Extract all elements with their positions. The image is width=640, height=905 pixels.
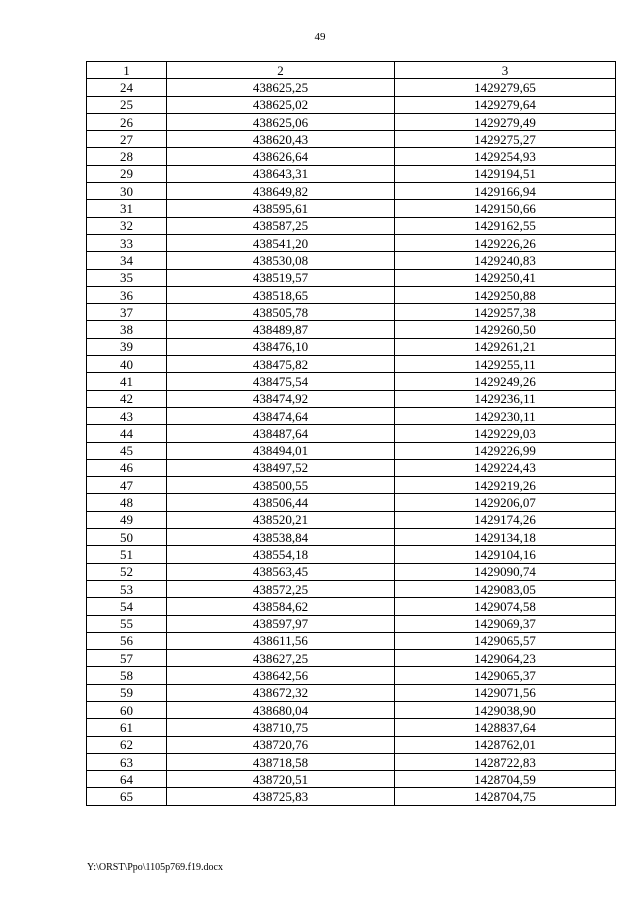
y-coordinate-cell: 1429229,03 (395, 425, 616, 442)
point-number-cell: 50 (87, 529, 167, 546)
point-number-cell: 63 (87, 753, 167, 770)
y-coordinate-cell: 1429134,18 (395, 529, 616, 546)
table-row (87, 96, 616, 113)
point-number-cell: 47 (87, 477, 167, 494)
y-coordinate-cell: 1429275,27 (395, 131, 616, 148)
y-coordinate-cell: 1429162,55 (395, 217, 616, 234)
table-row (87, 615, 616, 632)
y-coordinate-cell: 1428837,64 (395, 719, 616, 736)
x-coordinate-cell: 438720,51 (167, 771, 395, 788)
x-coordinate-cell: 438572,25 (167, 580, 395, 597)
table-row (87, 304, 616, 321)
point-number-cell: 60 (87, 701, 167, 718)
x-coordinate-cell: 438710,75 (167, 719, 395, 736)
y-coordinate-cell: 1429250,41 (395, 269, 616, 286)
x-coordinate-cell: 438474,64 (167, 407, 395, 424)
y-coordinate-cell: 1429069,37 (395, 615, 616, 632)
x-coordinate-cell: 438611,56 (167, 632, 395, 649)
x-coordinate-cell: 438554,18 (167, 546, 395, 563)
y-coordinate-cell: 1429249,26 (395, 373, 616, 390)
point-number-cell: 55 (87, 615, 167, 632)
y-coordinate-cell: 1429071,56 (395, 684, 616, 701)
y-coordinate-cell: 1429038,90 (395, 701, 616, 718)
table-row (87, 148, 616, 165)
x-coordinate-cell: 438620,43 (167, 131, 395, 148)
point-number-cell: 59 (87, 684, 167, 701)
x-coordinate-cell: 438649,82 (167, 183, 395, 200)
point-number-cell: 61 (87, 719, 167, 736)
point-number-cell: 26 (87, 113, 167, 130)
header-cell: 2 (167, 62, 395, 79)
table-row (87, 684, 616, 701)
point-number-cell: 52 (87, 563, 167, 580)
table-row (87, 632, 616, 649)
x-coordinate-cell: 438500,55 (167, 477, 395, 494)
x-coordinate-cell: 438489,87 (167, 321, 395, 338)
x-coordinate-cell: 438625,02 (167, 96, 395, 113)
point-number-cell: 31 (87, 200, 167, 217)
table-row (87, 771, 616, 788)
x-coordinate-cell: 438541,20 (167, 234, 395, 251)
point-number-cell: 43 (87, 407, 167, 424)
x-coordinate-cell: 438718,58 (167, 753, 395, 770)
y-coordinate-cell: 1428704,75 (395, 788, 616, 805)
x-coordinate-cell: 438595,61 (167, 200, 395, 217)
table-row (87, 356, 616, 373)
table-row (87, 477, 616, 494)
point-number-cell: 53 (87, 580, 167, 597)
y-coordinate-cell: 1428722,83 (395, 753, 616, 770)
table-row (87, 131, 616, 148)
footer-file-path: Y:\ORST\Ppo\1105p769.f19.docx (87, 862, 223, 873)
table-row (87, 269, 616, 286)
x-coordinate-cell: 438625,06 (167, 113, 395, 130)
point-number-cell: 65 (87, 788, 167, 805)
header-cell: 1 (87, 62, 167, 79)
point-number-cell: 36 (87, 286, 167, 303)
table-row (87, 788, 616, 805)
table-row (87, 165, 616, 182)
point-number-cell: 32 (87, 217, 167, 234)
table-row (87, 529, 616, 546)
table-row (87, 563, 616, 580)
x-coordinate-cell: 438625,25 (167, 79, 395, 96)
y-coordinate-cell: 1429260,50 (395, 321, 616, 338)
point-number-cell: 42 (87, 390, 167, 407)
coordinates-table (86, 61, 616, 806)
point-number-cell: 37 (87, 304, 167, 321)
table-row (87, 113, 616, 130)
x-coordinate-cell: 438519,57 (167, 269, 395, 286)
x-coordinate-cell: 438627,25 (167, 650, 395, 667)
table-row (87, 580, 616, 597)
y-coordinate-cell: 1429261,21 (395, 338, 616, 355)
x-coordinate-cell: 438518,65 (167, 286, 395, 303)
point-number-cell: 51 (87, 546, 167, 563)
table-row (87, 719, 616, 736)
x-coordinate-cell: 438475,54 (167, 373, 395, 390)
point-number-cell: 56 (87, 632, 167, 649)
point-number-cell: 27 (87, 131, 167, 148)
y-coordinate-cell: 1429194,51 (395, 165, 616, 182)
y-coordinate-cell: 1429174,26 (395, 511, 616, 528)
point-number-cell: 41 (87, 373, 167, 390)
x-coordinate-cell: 438506,44 (167, 494, 395, 511)
x-coordinate-cell: 438487,64 (167, 425, 395, 442)
point-number-cell: 38 (87, 321, 167, 338)
point-number-cell: 49 (87, 511, 167, 528)
x-coordinate-cell: 438725,83 (167, 788, 395, 805)
table-row (87, 338, 616, 355)
x-coordinate-cell: 438520,21 (167, 511, 395, 528)
x-coordinate-cell: 438672,32 (167, 684, 395, 701)
point-number-cell: 25 (87, 96, 167, 113)
x-coordinate-cell: 438475,82 (167, 356, 395, 373)
y-coordinate-cell: 1429279,49 (395, 113, 616, 130)
y-coordinate-cell: 1429230,11 (395, 407, 616, 424)
y-coordinate-cell: 1429083,05 (395, 580, 616, 597)
point-number-cell: 28 (87, 148, 167, 165)
x-coordinate-cell: 438720,76 (167, 736, 395, 753)
x-coordinate-cell: 438474,92 (167, 390, 395, 407)
point-number-cell: 46 (87, 459, 167, 476)
table-row (87, 373, 616, 390)
x-coordinate-cell: 438476,10 (167, 338, 395, 355)
y-coordinate-cell: 1429090,74 (395, 563, 616, 580)
table-row (87, 217, 616, 234)
y-coordinate-cell: 1429064,23 (395, 650, 616, 667)
y-coordinate-cell: 1429104,16 (395, 546, 616, 563)
x-coordinate-cell: 438538,84 (167, 529, 395, 546)
table-row (87, 252, 616, 269)
x-coordinate-cell: 438643,31 (167, 165, 395, 182)
y-coordinate-cell: 1428704,59 (395, 771, 616, 788)
y-coordinate-cell: 1429065,37 (395, 667, 616, 684)
table-row (87, 546, 616, 563)
table-row (87, 425, 616, 442)
x-coordinate-cell: 438563,45 (167, 563, 395, 580)
table-row (87, 234, 616, 251)
x-coordinate-cell: 438626,64 (167, 148, 395, 165)
y-coordinate-cell: 1429279,64 (395, 96, 616, 113)
table-row (87, 407, 616, 424)
point-number-cell: 62 (87, 736, 167, 753)
x-coordinate-cell: 438505,78 (167, 304, 395, 321)
table-row (87, 650, 616, 667)
table-row (87, 511, 616, 528)
y-coordinate-cell: 1429240,83 (395, 252, 616, 269)
x-coordinate-cell: 438494,01 (167, 442, 395, 459)
table-row (87, 183, 616, 200)
y-coordinate-cell: 1429255,11 (395, 356, 616, 373)
table-row (87, 390, 616, 407)
point-number-cell: 24 (87, 79, 167, 96)
table-row (87, 459, 616, 476)
table-row (87, 736, 616, 753)
point-number-cell: 34 (87, 252, 167, 269)
header-cell: 3 (395, 62, 616, 79)
point-number-cell: 29 (87, 165, 167, 182)
table-row (87, 286, 616, 303)
y-coordinate-cell: 1429257,38 (395, 304, 616, 321)
table-body (87, 79, 616, 805)
point-number-cell: 58 (87, 667, 167, 684)
point-number-cell: 54 (87, 598, 167, 615)
point-number-cell: 45 (87, 442, 167, 459)
x-coordinate-cell: 438530,08 (167, 252, 395, 269)
point-number-cell: 57 (87, 650, 167, 667)
table-row (87, 667, 616, 684)
y-coordinate-cell: 1429074,58 (395, 598, 616, 615)
x-coordinate-cell: 438680,04 (167, 701, 395, 718)
point-number-cell: 30 (87, 183, 167, 200)
y-coordinate-cell: 1429224,43 (395, 459, 616, 476)
table-row (87, 321, 616, 338)
y-coordinate-cell: 1429279,65 (395, 79, 616, 96)
point-number-cell: 64 (87, 771, 167, 788)
x-coordinate-cell: 438587,25 (167, 217, 395, 234)
point-number-cell: 39 (87, 338, 167, 355)
point-number-cell: 40 (87, 356, 167, 373)
point-number-cell: 33 (87, 234, 167, 251)
table-row (87, 753, 616, 770)
table-header-row (87, 62, 616, 79)
y-coordinate-cell: 1429150,66 (395, 200, 616, 217)
y-coordinate-cell: 1429219,26 (395, 477, 616, 494)
table-row (87, 200, 616, 217)
y-coordinate-cell: 1429166,94 (395, 183, 616, 200)
y-coordinate-cell: 1429254,93 (395, 148, 616, 165)
table-row (87, 442, 616, 459)
point-number-cell: 44 (87, 425, 167, 442)
x-coordinate-cell: 438584,62 (167, 598, 395, 615)
y-coordinate-cell: 1429226,99 (395, 442, 616, 459)
table-row (87, 494, 616, 511)
table-row (87, 79, 616, 96)
page-number: 49 (314, 31, 326, 43)
y-coordinate-cell: 1429226,26 (395, 234, 616, 251)
point-number-cell: 35 (87, 269, 167, 286)
table-row (87, 701, 616, 718)
x-coordinate-cell: 438642,56 (167, 667, 395, 684)
y-coordinate-cell: 1429206,07 (395, 494, 616, 511)
y-coordinate-cell: 1429065,57 (395, 632, 616, 649)
point-number-cell: 48 (87, 494, 167, 511)
y-coordinate-cell: 1429236,11 (395, 390, 616, 407)
table-row (87, 598, 616, 615)
x-coordinate-cell: 438597,97 (167, 615, 395, 632)
y-coordinate-cell: 1428762,01 (395, 736, 616, 753)
y-coordinate-cell: 1429250,88 (395, 286, 616, 303)
x-coordinate-cell: 438497,52 (167, 459, 395, 476)
